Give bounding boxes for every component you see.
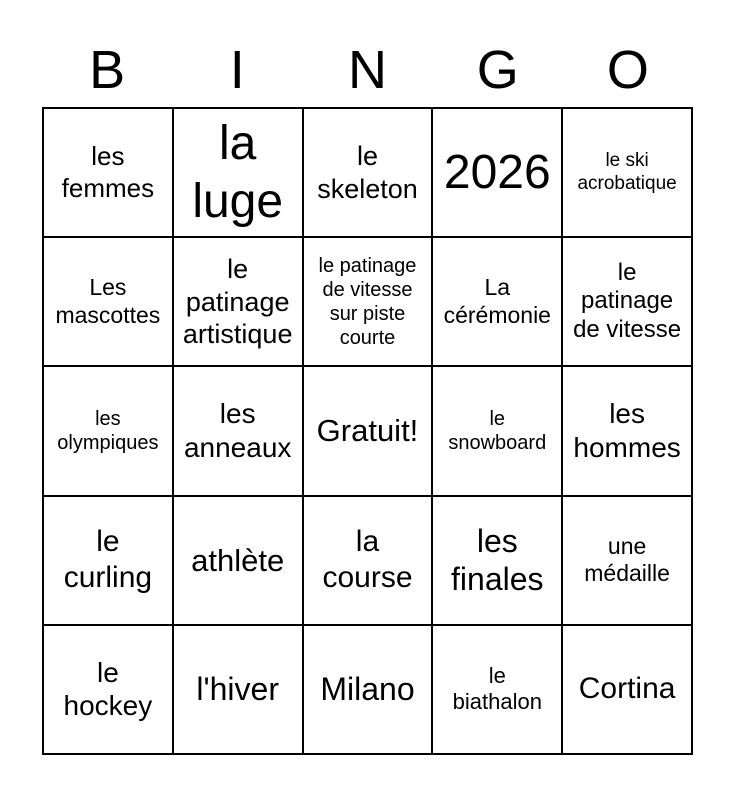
bingo-grid xyxy=(42,107,693,755)
bingo-cell-r5c5[interactable] xyxy=(563,626,691,753)
title-letter-i: I xyxy=(229,40,245,100)
bingo-cell-r5c2[interactable] xyxy=(174,626,302,753)
bingo-cell-label: le patinage de vitesse xyxy=(573,258,682,344)
bingo-cell-r3c4[interactable] xyxy=(433,367,561,494)
bingo-cell-r3c2[interactable] xyxy=(174,367,302,494)
bingo-cell-label: le patinage de vitesse sur piste courte xyxy=(318,254,417,349)
bingo-cell-label: 2026 xyxy=(443,145,551,199)
bingo-cell-r3c1[interactable] xyxy=(44,367,172,494)
bingo-cell-r1c5[interactable] xyxy=(563,109,691,236)
bingo-cell-label: Milano xyxy=(320,671,415,708)
bingo-cell-r1c3[interactable] xyxy=(304,109,432,236)
bingo-cell-label: le patinage artistique xyxy=(182,254,293,349)
bingo-cell-label: le curling xyxy=(63,525,153,595)
bingo-title xyxy=(42,0,693,107)
bingo-cell-label: le snowboard xyxy=(448,407,547,454)
bingo-cell-label: la course xyxy=(322,525,413,595)
bingo-cell-label: le biathalon xyxy=(452,663,542,715)
bingo-cell-r1c4[interactable] xyxy=(433,109,561,236)
bingo-cell-label: l'hiver xyxy=(196,671,279,708)
bingo-cell-r4c1[interactable] xyxy=(44,497,172,624)
bingo-cell-label: La cérémonie xyxy=(443,274,551,328)
bingo-cell-label: le skeleton xyxy=(317,141,418,204)
bingo-cell-r5c3[interactable] xyxy=(304,626,432,753)
bingo-cell-r3c3-free[interactable] xyxy=(304,367,432,494)
bingo-cell-r1c1[interactable] xyxy=(44,109,172,236)
bingo-cell-label: les finales xyxy=(451,522,544,598)
bingo-cell-label: athlète xyxy=(191,542,285,578)
bingo-cell-label: Les mascottes xyxy=(55,274,161,328)
bingo-cell-label: les olympiques xyxy=(57,407,159,454)
title-letter-o: O xyxy=(606,40,649,100)
bingo-cell-label: une médaille xyxy=(584,532,670,587)
bingo-cell-r3c5[interactable] xyxy=(563,367,691,494)
bingo-cell-label: le hockey xyxy=(63,656,153,722)
bingo-cell-r5c1[interactable] xyxy=(44,626,172,753)
bingo-cell-r1c2[interactable] xyxy=(174,109,302,236)
bingo-cell-label: Gratuit! xyxy=(316,413,419,449)
bingo-cell-label: les femmes xyxy=(61,141,155,203)
bingo-cell-label: les anneaux xyxy=(183,398,292,463)
bingo-cell-r2c3[interactable] xyxy=(304,238,432,365)
bingo-cell-r2c5[interactable] xyxy=(563,238,691,365)
title-letter-g: G xyxy=(476,40,519,100)
bingo-cell-r2c1[interactable] xyxy=(44,238,172,365)
bingo-cell-r4c3[interactable] xyxy=(304,497,432,624)
bingo-cell-r2c4[interactable] xyxy=(433,238,561,365)
bingo-cell-r4c4[interactable] xyxy=(433,497,561,624)
bingo-cell-label: les hommes xyxy=(573,398,681,463)
title-letter-n: N xyxy=(348,40,387,100)
bingo-cell-label: la luge xyxy=(192,117,284,228)
bingo-cell-r4c2[interactable] xyxy=(174,497,302,624)
bingo-cell-r4c5[interactable] xyxy=(563,497,691,624)
bingo-cell-label: le ski acrobatique xyxy=(577,149,677,194)
bingo-cell-r5c4[interactable] xyxy=(433,626,561,753)
bingo-cell-r2c2[interactable] xyxy=(174,238,302,365)
bingo-cell-label: Cortina xyxy=(578,672,676,706)
title-letter-b: B xyxy=(89,40,126,100)
